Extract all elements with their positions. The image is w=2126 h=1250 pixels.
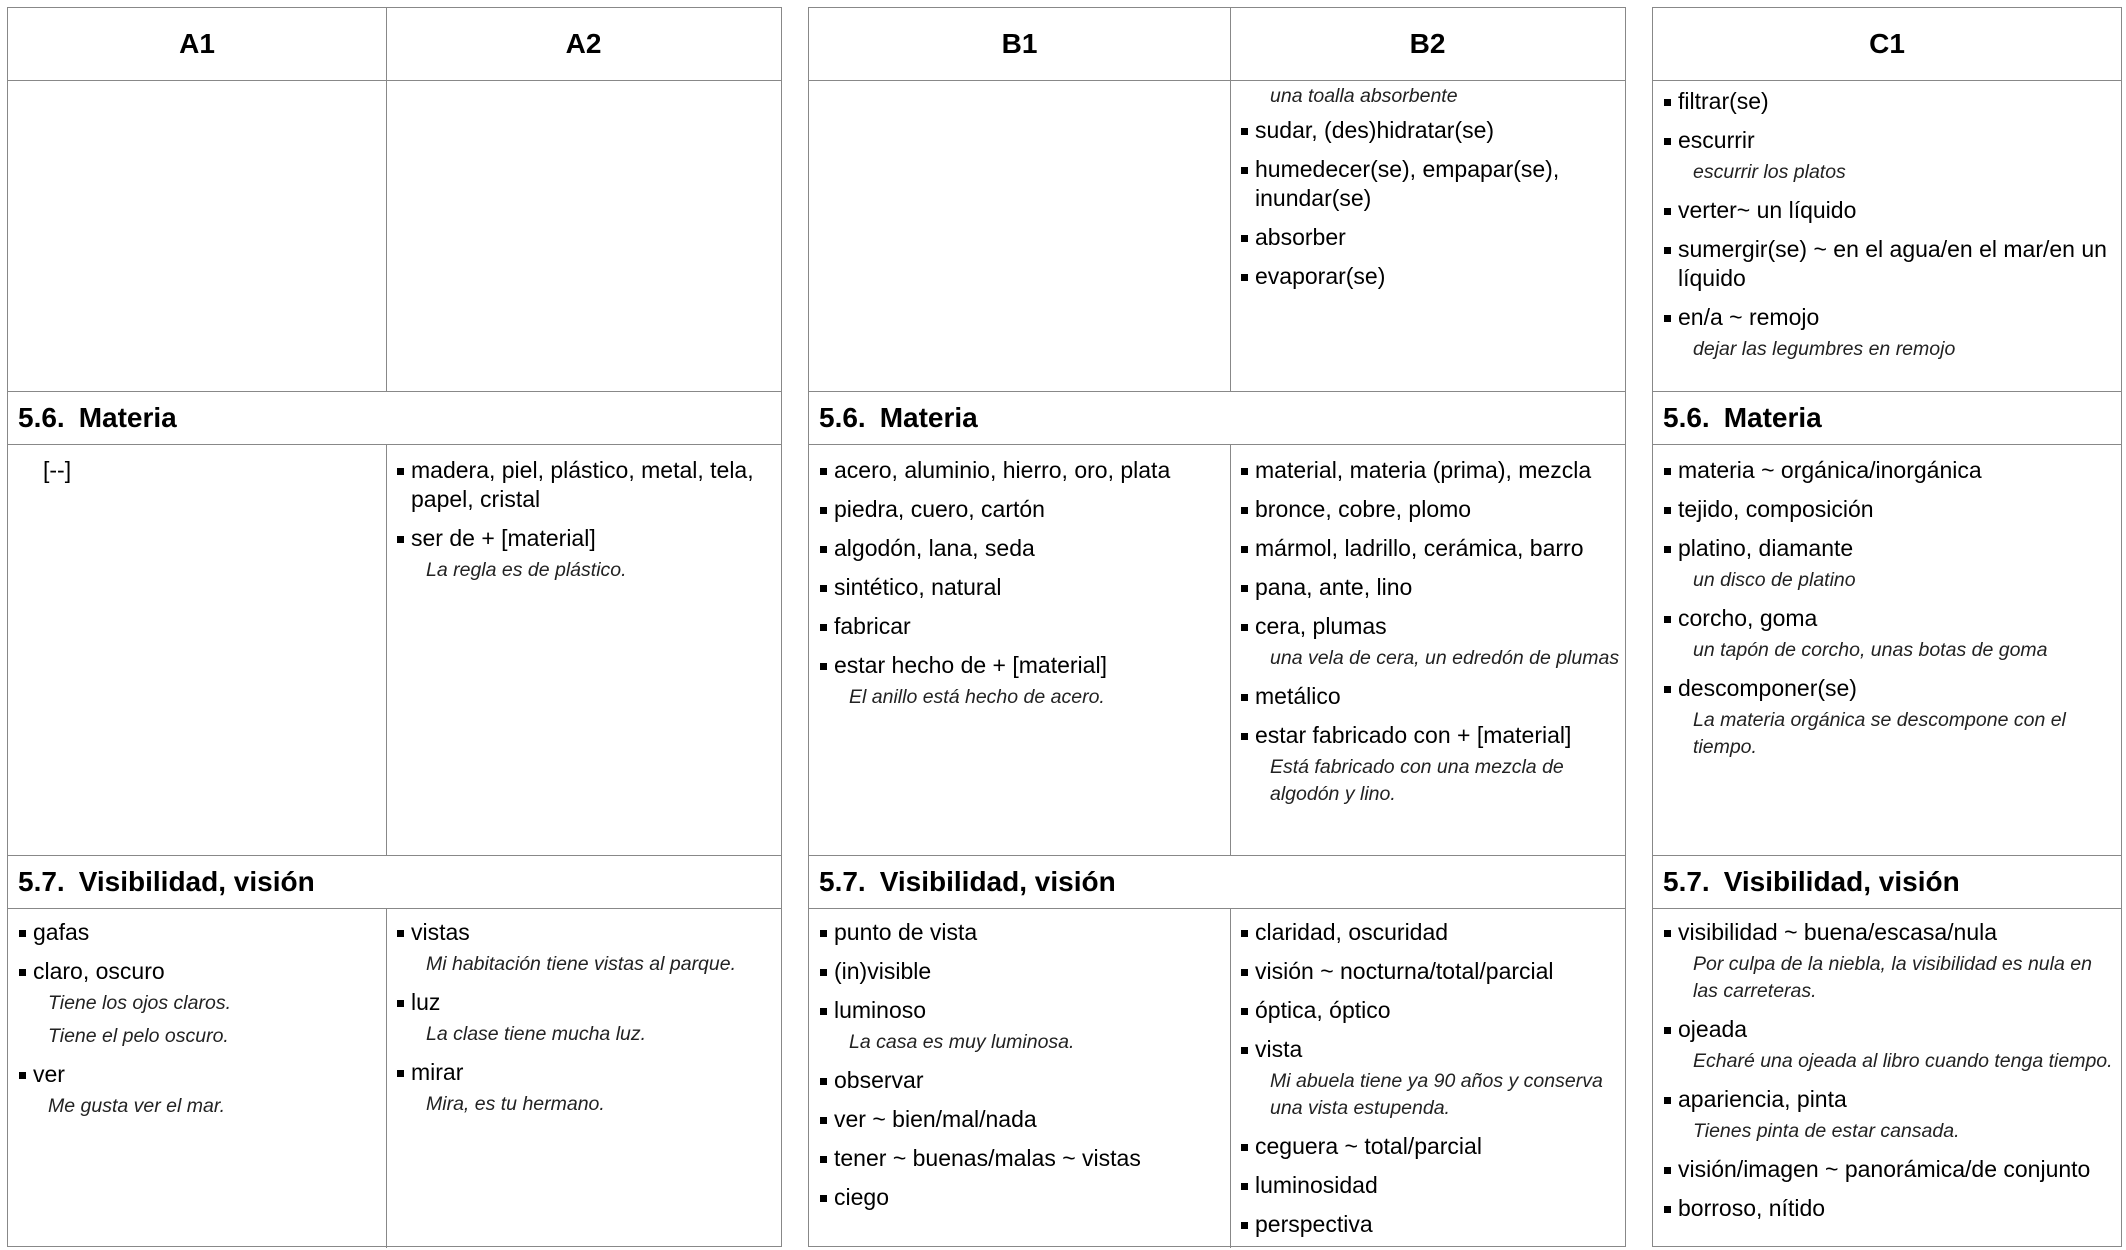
- column-divider: [386, 908, 387, 1248]
- vocab-entry: [819, 612, 1224, 641]
- example-sentence: La materia orgánica se descompone con el tiempo.: [1693, 709, 2066, 758]
- example-sentence: Tienes pinta de estar cansada.: [1693, 1120, 1960, 1142]
- vocab-term: claro, oscuro: [18, 957, 378, 986]
- vocab-term: ver ~ bien/mal/nada: [819, 1105, 1224, 1134]
- vocab-entry: [1240, 996, 1620, 1025]
- vocab-entry: [819, 1105, 1224, 1134]
- vocab-entry: [1663, 1155, 2115, 1184]
- column-divider: [386, 444, 387, 855]
- vocab-term: humedecer(se), empapar(se), inundar(se): [1240, 155, 1620, 213]
- example-sentence: Mi abuela tiene ya 90 años y conserva una vista estupenda.: [1270, 1070, 1603, 1119]
- vocab-term: visión ~ nocturna/total/parcial: [1240, 957, 1620, 986]
- vocab-term: perspectiva: [1240, 1210, 1620, 1239]
- vocab-term: gafas: [18, 918, 378, 947]
- section-heading-materia: 5.6. Materia: [18, 401, 177, 433]
- vocab-term: ojeada: [1663, 1015, 2115, 1044]
- section-heading-vision: 5.7. Visibilidad, visión: [1663, 865, 1960, 897]
- divider: [1653, 80, 2121, 81]
- top-c1-cell: [1663, 87, 2113, 373]
- example-sentence: La regla es de plástico.: [426, 559, 627, 581]
- vocab-entry: [396, 1058, 778, 1118]
- vocab-entry: [1240, 116, 1620, 145]
- example-sentence: La clase tiene mucha luz.: [426, 1023, 647, 1045]
- column-header-c1: C1: [1869, 28, 1905, 59]
- vocab-term: metálico: [1240, 682, 1620, 711]
- materia-a1-cell: [28, 456, 368, 485]
- panel-b-levels: [808, 7, 1626, 1247]
- vocab-term: tener ~ buenas/malas ~ vistas: [819, 1144, 1224, 1173]
- divider: [8, 908, 781, 909]
- vocab-term: ciego: [819, 1183, 1224, 1212]
- vocab-term: visibilidad ~ buena/escasa/nula: [1663, 918, 2115, 947]
- vocab-entry: [1663, 1015, 2115, 1075]
- vision-a1-cell: [18, 918, 378, 1130]
- vocab-entry: [1240, 1132, 1620, 1161]
- top-b2-cell: [1240, 83, 1620, 301]
- vocab-term: materia ~ orgánica/inorgánica: [1663, 456, 2113, 485]
- vocab-term: corcho, goma: [1663, 604, 2113, 633]
- example-sentence: Tiene el pelo oscuro.: [48, 1025, 229, 1047]
- example-sentence: un disco de platino: [1693, 569, 1856, 591]
- vocab-term: madera, piel, plástico, metal, tela, papel, cristal: [396, 456, 776, 514]
- example-sentence: un tapón de corcho, unas botas de goma: [1693, 639, 2048, 661]
- vocab-term: pana, ante, lino: [1240, 573, 1620, 602]
- vocab-entry: [1240, 573, 1620, 602]
- vocab-entry: [819, 957, 1224, 986]
- vocab-term: luminoso: [819, 996, 1224, 1025]
- vocab-entry: [1240, 612, 1620, 672]
- divider: [1653, 444, 2121, 445]
- vocab-term: absorber: [1240, 223, 1620, 252]
- section-heading-vision: 5.7. Visibilidad, visión: [18, 865, 315, 897]
- vision-a2-cell: [396, 918, 778, 1128]
- vocab-term: tejido, composición: [1663, 495, 2113, 524]
- example-sentence: Está fabricado con una mezcla de algodón y lino.: [1270, 756, 1564, 805]
- vocab-entry: [819, 1066, 1224, 1095]
- vocab-entry: [1663, 196, 2113, 225]
- vocab-term: material, materia (prima), mezcla: [1240, 456, 1620, 485]
- vocab-term: estar fabricado con + [material]: [1240, 721, 1620, 750]
- vocab-entry: [1663, 534, 2113, 594]
- divider: [809, 80, 1625, 81]
- example-sentence: escurrir los platos: [1693, 161, 1846, 183]
- vocab-entry: [819, 456, 1224, 485]
- vocab-term: algodón, lana, seda: [819, 534, 1224, 563]
- vocab-term: vistas: [396, 918, 778, 947]
- vocab-entry: [1663, 456, 2113, 485]
- vocab-entry: [819, 1183, 1224, 1212]
- vocab-term: verter~ un líquido: [1663, 196, 2113, 225]
- materia-c1-cell: [1663, 456, 2113, 771]
- vocab-entry: [1240, 262, 1620, 291]
- vocab-term: evaporar(se): [1240, 262, 1620, 291]
- example-sentence: Me gusta ver el mar.: [48, 1095, 226, 1117]
- vocab-entry: [1240, 155, 1620, 213]
- vocab-entry: [396, 456, 776, 514]
- vocab-entry: [396, 988, 778, 1048]
- vocab-entry: [819, 1144, 1224, 1173]
- vision-b2-cell: [1240, 918, 1620, 1249]
- vocab-term: apariencia, pinta: [1663, 1085, 2115, 1114]
- example-sentence: una toalla absorbente: [1270, 85, 1458, 107]
- vocab-entry: [819, 495, 1224, 524]
- vision-b1-cell: [819, 918, 1224, 1222]
- vocab-entry: [1240, 721, 1620, 808]
- vocab-term: observar: [819, 1066, 1224, 1095]
- vocab-term: luz: [396, 988, 778, 1017]
- example-sentence: La casa es muy luminosa.: [849, 1031, 1075, 1053]
- vocab-term: ver: [18, 1060, 378, 1089]
- example-sentence: una vela de cera, un edredón de plumas: [1270, 647, 1620, 669]
- vocab-entry: [1663, 674, 2113, 761]
- vocab-term: estar hecho de + [material]: [819, 651, 1224, 680]
- vocab-term: ser de + [material]: [396, 524, 776, 553]
- vocab-entry: [1663, 303, 2113, 363]
- vocab-term: acero, aluminio, hierro, oro, plata: [819, 456, 1224, 485]
- vocab-entry: [1240, 495, 1620, 524]
- column-header-a1: A1: [179, 28, 215, 59]
- vocab-entry: [819, 996, 1224, 1056]
- vocab-entry: [396, 524, 776, 584]
- vocab-entry: [819, 918, 1224, 947]
- empty-placeholder: [--]: [43, 457, 72, 483]
- vocab-entry: [1240, 1035, 1620, 1122]
- vocab-term: escurrir: [1663, 126, 2113, 155]
- example-sentence: Echaré una ojeada al libro cuando tenga tiempo.: [1693, 1050, 2113, 1072]
- vocab-term: vista: [1240, 1035, 1620, 1064]
- vocab-entry: [1663, 495, 2113, 524]
- vocab-entry: [819, 651, 1224, 711]
- example-sentence: dejar las legumbres en remojo: [1693, 338, 1956, 360]
- vocab-term: borroso, nítido: [1663, 1194, 2115, 1223]
- panel-a-levels: [7, 7, 782, 1247]
- vocab-entry: [1663, 1085, 2115, 1145]
- section-heading-materia: 5.6. Materia: [819, 401, 978, 433]
- vocab-term: piedra, cuero, cartón: [819, 495, 1224, 524]
- vocab-entry: [1240, 682, 1620, 711]
- divider: [8, 80, 781, 81]
- vocab-entry: [1663, 235, 2113, 293]
- vocab-term: visión/imagen ~ panorámica/de conjunto: [1663, 1155, 2115, 1184]
- vocab-entry: [819, 534, 1224, 563]
- vision-c1-cell: [1663, 918, 2115, 1233]
- column-divider: [386, 8, 387, 391]
- vocab-entry: [396, 918, 778, 978]
- example-sentence: Mi habitación tiene vistas al parque.: [426, 953, 737, 975]
- vocab-term: mirar: [396, 1058, 778, 1087]
- vocab-entry: [1663, 126, 2113, 186]
- vocab-term: platino, diamante: [1663, 534, 2113, 563]
- column-header-a2: A2: [565, 28, 602, 59]
- vocab-entry: [1663, 918, 2115, 1005]
- divider: [1653, 908, 2121, 909]
- vocab-term: punto de vista: [819, 918, 1224, 947]
- vocab-entry: [1240, 1210, 1620, 1239]
- example-sentence: El anillo está hecho de acero.: [849, 686, 1105, 708]
- section-heading-materia: 5.6. Materia: [1663, 401, 1822, 433]
- column-divider: [1230, 908, 1231, 1248]
- vocab-entry: [1240, 456, 1620, 485]
- example-sentence: Por culpa de la niebla, la visibilidad es nula en las carreteras.: [1693, 953, 2092, 1002]
- vocab-entry: [18, 1060, 378, 1120]
- vocab-term: mármol, ladrillo, cerámica, barro: [1240, 534, 1620, 563]
- materia-b1-cell: [819, 456, 1224, 721]
- vocab-entry: [1663, 87, 2113, 116]
- vocab-entry: [18, 957, 378, 1050]
- vocab-term: en/a ~ remojo: [1663, 303, 2113, 332]
- vocab-term: sintético, natural: [819, 573, 1224, 602]
- vocab-entry: [1240, 918, 1620, 947]
- vocab-entry: [1240, 534, 1620, 563]
- vocab-entry: [18, 918, 378, 947]
- divider: [809, 444, 1625, 445]
- vocab-term: (in)visible: [819, 957, 1224, 986]
- vocab-entry: [819, 573, 1224, 602]
- materia-a2-cell: [396, 456, 776, 594]
- column-header-b2: B2: [1409, 28, 1446, 59]
- vocab-term: sumergir(se) ~ en el agua/en el mar/en un líquido: [1663, 235, 2113, 293]
- divider: [8, 444, 781, 445]
- materia-b2-cell: [1240, 456, 1620, 818]
- vocab-term: óptica, óptico: [1240, 996, 1620, 1025]
- section-heading-vision: 5.7. Visibilidad, visión: [819, 865, 1116, 897]
- example-sentence: Mira, es tu hermano.: [426, 1093, 605, 1115]
- vocab-term: filtrar(se): [1663, 87, 2113, 116]
- vocab-term: claridad, oscuridad: [1240, 918, 1620, 947]
- column-divider: [1230, 8, 1231, 391]
- vocab-entry: [1240, 1171, 1620, 1200]
- column-header-b1: B1: [1001, 28, 1038, 59]
- panel-c-levels: [1652, 7, 2122, 1247]
- example-sentence: Tiene los ojos claros.: [48, 992, 231, 1014]
- vocab-term: bronce, cobre, plomo: [1240, 495, 1620, 524]
- vocab-entry: [1663, 604, 2113, 664]
- vocab-term: sudar, (des)hidratar(se): [1240, 116, 1620, 145]
- vocab-term: cera, plumas: [1240, 612, 1620, 641]
- vocab-term: luminosidad: [1240, 1171, 1620, 1200]
- vocab-entry: [1240, 223, 1620, 252]
- vocab-entry: [1240, 957, 1620, 986]
- vocab-term: ceguera ~ total/parcial: [1240, 1132, 1620, 1161]
- column-divider: [1230, 444, 1231, 855]
- vocab-term: descomponer(se): [1663, 674, 2113, 703]
- vocab-entry: [1663, 1194, 2115, 1223]
- divider: [809, 908, 1625, 909]
- vocab-term: fabricar: [819, 612, 1224, 641]
